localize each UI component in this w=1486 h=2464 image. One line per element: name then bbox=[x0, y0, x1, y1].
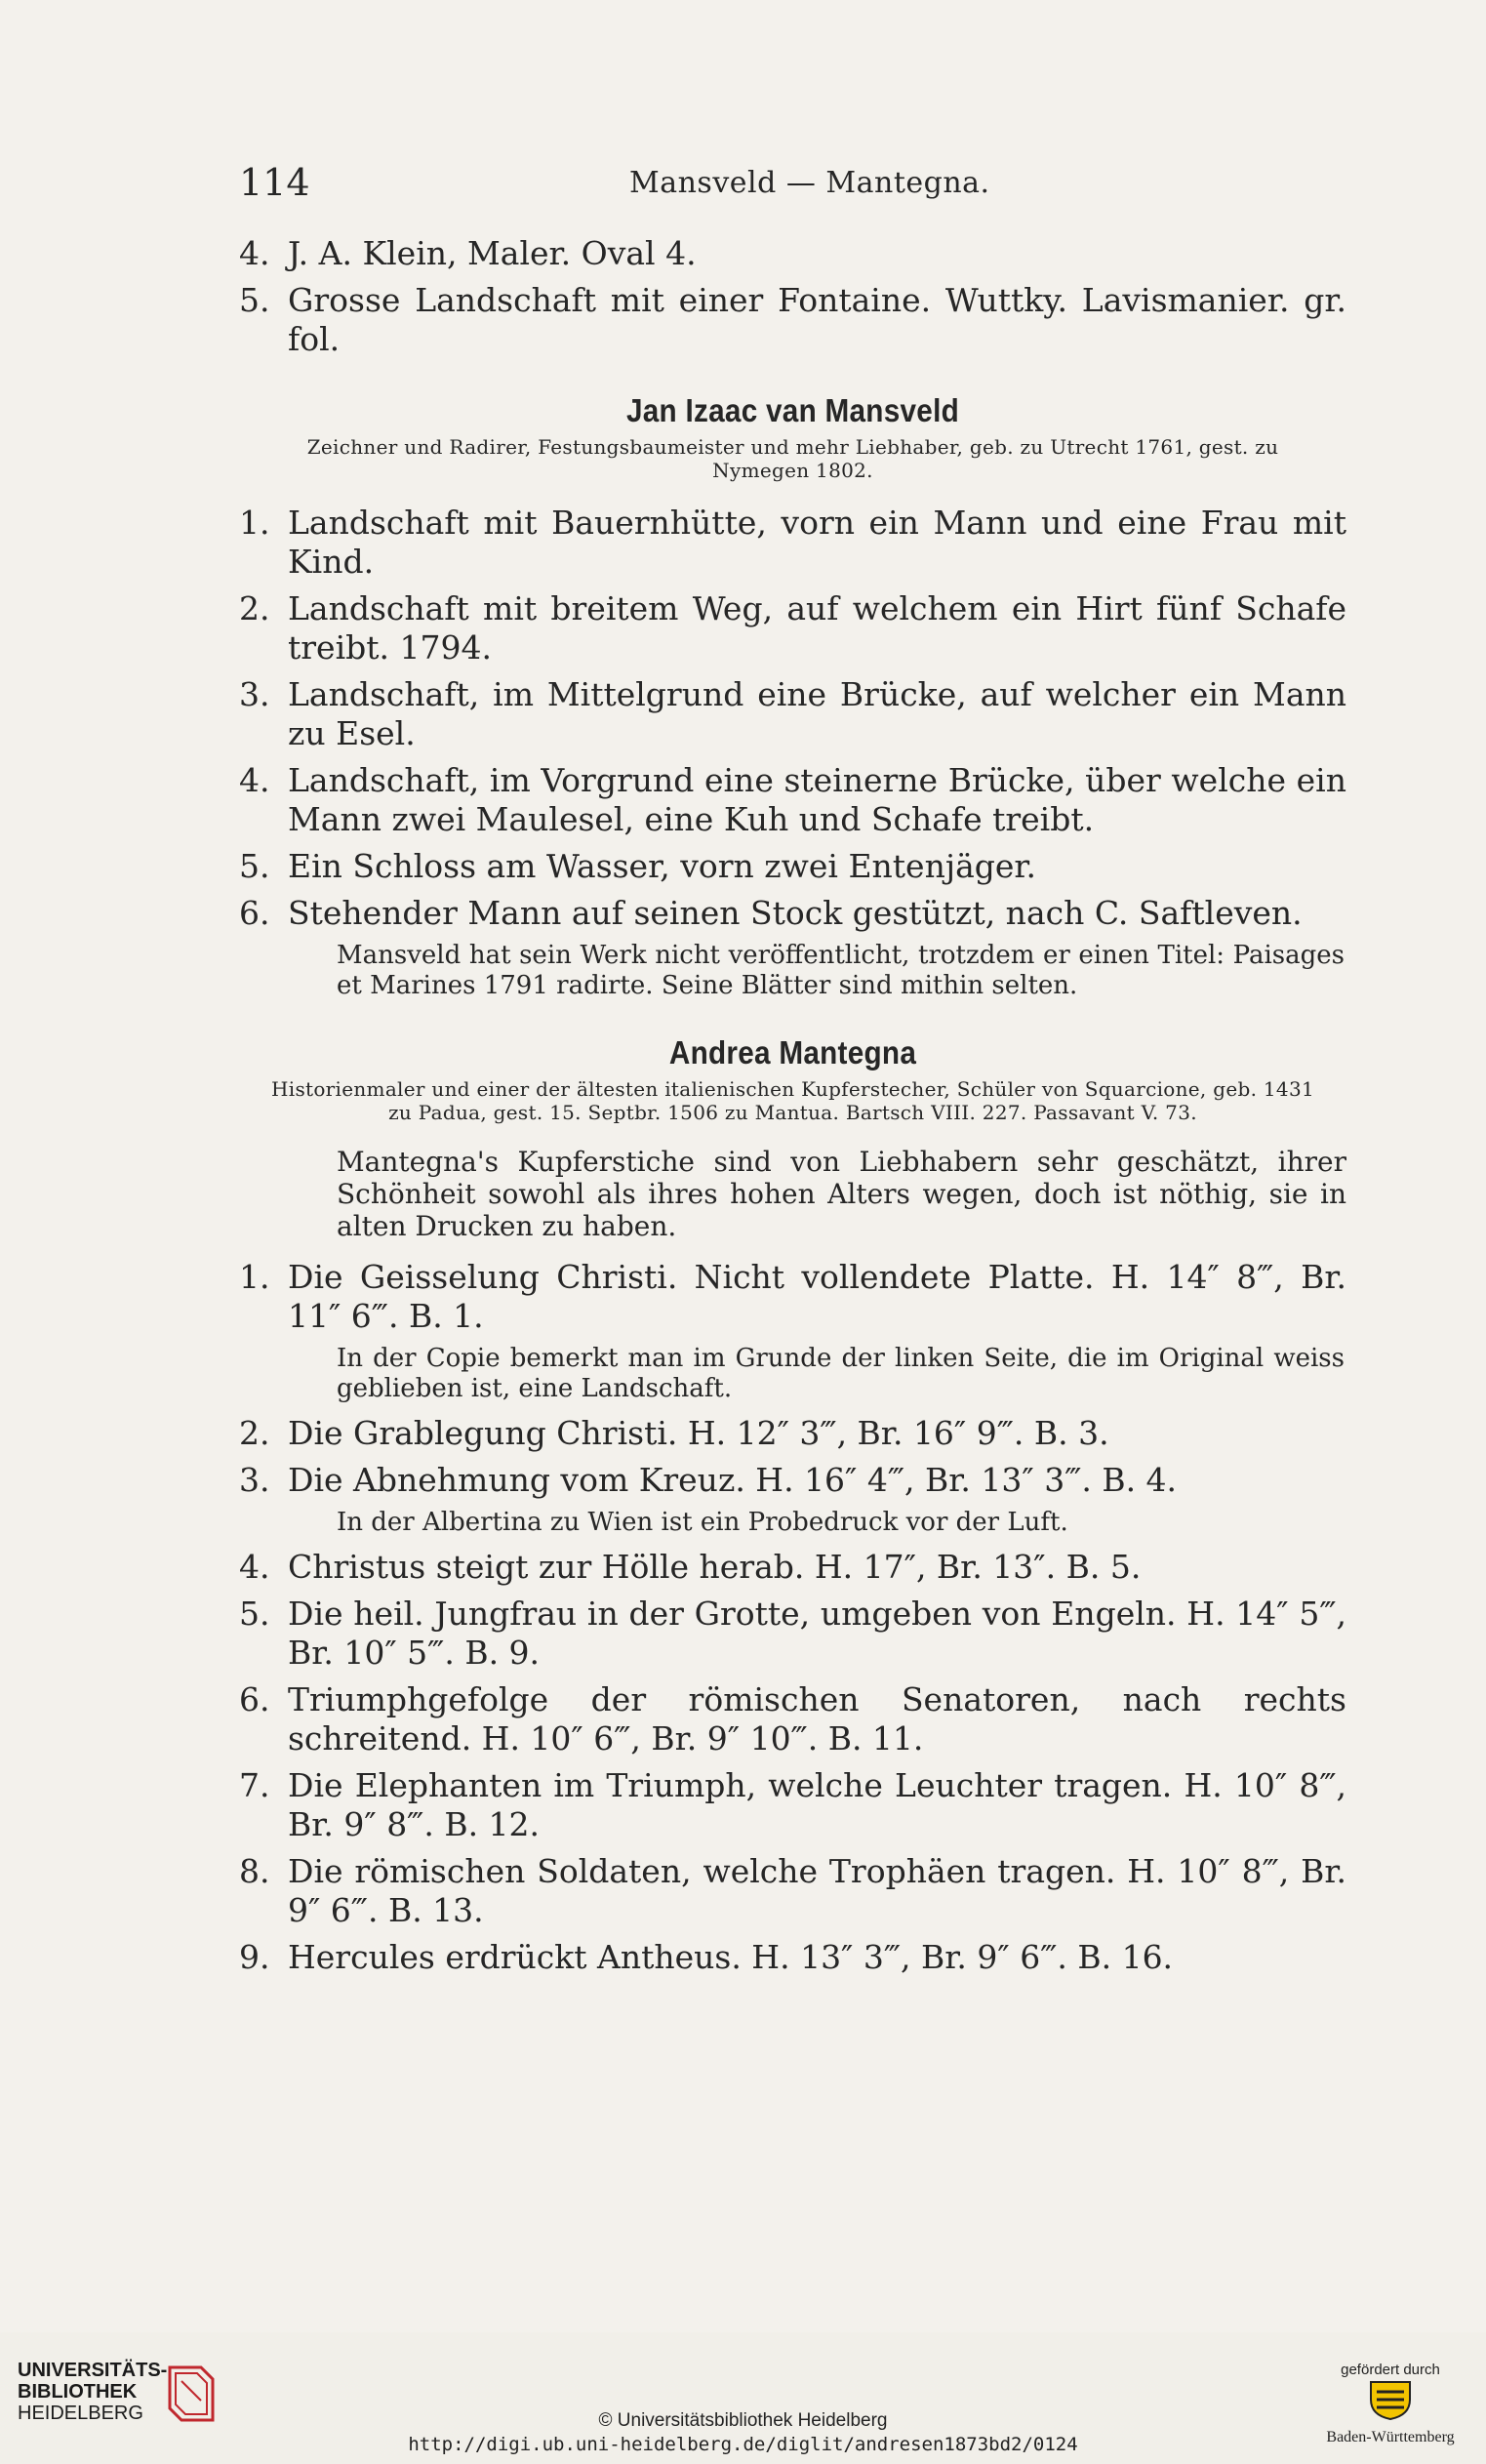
funder-logo[interactable] bbox=[1303, 2362, 1478, 2446]
item-text: J. A. Klein, Maler. Oval 4. bbox=[288, 234, 697, 272]
item-text: Die Abnehmung vom Kreuz. H. 16″ 4‴, Br. 13″ 3‴. B. 4. bbox=[288, 1461, 1178, 1499]
item-text: Ein Schloss am Wasser, vorn zwei Entenjäger. bbox=[288, 847, 1037, 885]
section-note-mansveld: Mansveld hat sein Werk nicht veröffentlicht, trotzdem er einen Titel: Paisages et Marines 1791 radirte. Seine Blätter sind mithin selten. bbox=[337, 941, 1345, 1000]
list-item bbox=[239, 1461, 1346, 1500]
item-text: Landschaft, im Vorgrund eine steinerne Brücke, über welche ein Mann zwei Maulesel, eine Kuh und Schafe treibt. bbox=[288, 761, 1346, 838]
list-item bbox=[239, 1595, 1346, 1673]
item-number: 2. bbox=[239, 1414, 270, 1452]
list-item bbox=[239, 1766, 1346, 1844]
page-number: 114 bbox=[239, 161, 310, 204]
library-name-line2: BIBLIOTHEK bbox=[18, 2381, 138, 2403]
section-title-mansveld: Jan Izaac van Mansveld bbox=[625, 392, 960, 428]
list-item bbox=[239, 1680, 1346, 1758]
page-header bbox=[239, 161, 1346, 210]
funded-by-label: gefördert durch bbox=[1341, 2362, 1440, 2378]
copyright-notice: © Universitätsbibliothek Heidelberg bbox=[598, 2410, 888, 2431]
item-text: Stehender Mann auf seinen Stock gestützt, nach C. Saftleven. bbox=[288, 894, 1303, 932]
item-text: Die Geisselung Christi. Nicht vollendete Platte. H. 14″ 8‴, Br. 11″ 6‴. B. 1. bbox=[288, 1258, 1346, 1335]
section-intro-mantegna: Mantegna's Kupferstiche sind von Liebhabern sehr geschätzt, ihrer Schönheit sowohl als ihres hohen Alters wegen, doch ist nöthig, sie in alten Drucken zu haben. bbox=[337, 1146, 1346, 1242]
running-head: Mansveld — Mantegna. bbox=[629, 166, 990, 200]
item-number: 7. bbox=[239, 1766, 270, 1804]
list-item bbox=[239, 589, 1346, 667]
list-item bbox=[239, 1938, 1346, 1977]
item-text: Die heil. Jungfrau in der Grotte, umgeben von Engeln. H. 14″ 5‴, Br. 10″ 5‴. B. 9. bbox=[288, 1595, 1346, 1672]
list-item bbox=[239, 504, 1346, 582]
item-text: Landschaft, im Mittelgrund eine Brücke, auf welcher ein Mann zu Esel. bbox=[288, 675, 1346, 752]
item-text: Christus steigt zur Hölle herab. H. 17″, Br. 13″. B. 5. bbox=[288, 1548, 1142, 1586]
item-number: 1. bbox=[239, 1258, 270, 1296]
permalink-url[interactable]: http://digi.ub.uni-heidelberg.de/diglit/andresen1873bd2/0124 bbox=[408, 2434, 1078, 2455]
item-number: 6. bbox=[239, 1680, 270, 1718]
list-item bbox=[239, 1852, 1346, 1930]
section-subtitle-mantegna: Historienmaler und einer der ältesten italienischen Kupferstecher, Schüler von Squarcione, geb. 1431 zu Padua, gest. 15. Septbr. 1506 zu Mantua. Bartsch VIII. 227. Passavant V. 73. bbox=[271, 1077, 1314, 1124]
item-number: 3. bbox=[239, 675, 270, 713]
list-item bbox=[239, 847, 1346, 886]
item-number: 9. bbox=[239, 1938, 270, 1976]
coat-of-arms-icon bbox=[1365, 2378, 1416, 2421]
item-text: Die Grablegung Christi. H. 12″ 3‴, Br. 16″ 9‴. B. 3. bbox=[288, 1414, 1109, 1452]
section-subtitle-mansveld: Zeichner und Radirer, Festungsbaumeister und mehr Liebhaber, geb. zu Utrecht 1761, gest. zu Nymegen 1802. bbox=[306, 435, 1279, 482]
item-number: 5. bbox=[239, 847, 270, 885]
list-item bbox=[239, 675, 1346, 753]
list-item bbox=[239, 1258, 1346, 1336]
item-text: Die Elephanten im Triumph, welche Leuchter tragen. H. 10″ 8‴, Br. 9″ 8‴. B. 12. bbox=[288, 1766, 1346, 1843]
list-item bbox=[239, 761, 1346, 839]
page-content bbox=[239, 234, 1346, 1985]
item-text: Landschaft mit breitem Weg, auf welchem ein Hirt fünf Schafe treibt. 1794. bbox=[288, 589, 1346, 666]
item-note: In der Albertina zu Wien ist ein Probedruck vor der Luft. bbox=[337, 1508, 1068, 1537]
list-item bbox=[239, 894, 1346, 933]
list-item bbox=[239, 1414, 1346, 1453]
list-item bbox=[239, 1548, 1346, 1587]
viewer-footer bbox=[0, 2332, 1486, 2464]
item-text: Grosse Landschaft mit einer Fontaine. Wuttky. Lavismanier. gr. fol. bbox=[288, 281, 1346, 358]
library-name-line3: HEIDELBERG bbox=[18, 2403, 143, 2424]
item-number: 8. bbox=[239, 1852, 270, 1890]
item-number: 3. bbox=[239, 1461, 270, 1499]
list-item bbox=[239, 234, 1346, 273]
item-text: Triumphgefolge der römischen Senatoren, nach rechts schreitend. H. 10″ 6‴, Br. 9″ 10‴. B. 11. bbox=[288, 1680, 1346, 1757]
funder-name: Baden-Württemberg bbox=[1326, 2429, 1455, 2445]
library-name-line1: UNIVERSITÄTS- bbox=[18, 2360, 168, 2381]
item-note: In der Copie bemerkt man im Grunde der linken Seite, die im Original weiss geblieben ist, eine Landschaft. bbox=[337, 1344, 1345, 1403]
item-number: 5. bbox=[239, 281, 270, 319]
list-item bbox=[239, 281, 1346, 359]
item-text: Die römischen Soldaten, welche Trophäen tragen. H. 10″ 8‴, Br. 9″ 6‴. B. 13. bbox=[288, 1852, 1346, 1929]
item-number: 4. bbox=[239, 761, 270, 799]
item-text: Hercules erdrückt Antheus. H. 13″ 3‴, Br. 9″ 6‴. B. 16. bbox=[288, 1938, 1174, 1976]
item-number: 4. bbox=[239, 1548, 270, 1586]
item-number: 1. bbox=[239, 504, 270, 542]
section-title-mantegna: Andrea Mantegna bbox=[668, 1034, 917, 1070]
item-text: Landschaft mit Bauernhütte, vorn ein Mann und eine Frau mit Kind. bbox=[288, 504, 1346, 581]
item-number: 4. bbox=[239, 234, 270, 272]
item-number: 6. bbox=[239, 894, 270, 932]
item-number: 5. bbox=[239, 1595, 270, 1633]
item-number: 2. bbox=[239, 589, 270, 627]
